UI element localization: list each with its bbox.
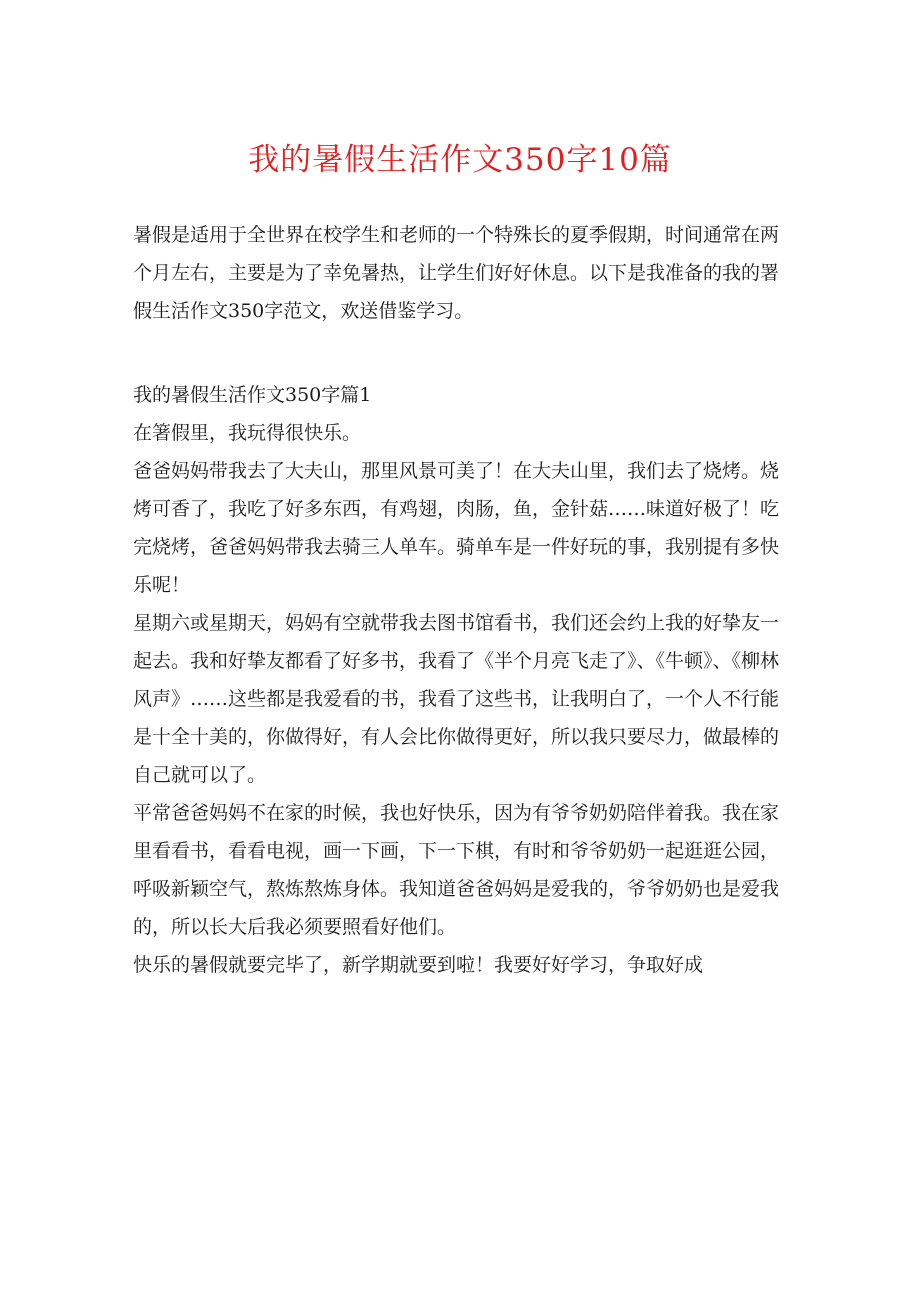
- document-title: 我的暑假生活作文350字10篇: [248, 142, 672, 178]
- document-body: [133, 216, 796, 984]
- body-paragraph: 星期六或星期天，妈妈有空就带我去图书馆看书，我们还会约上我的好挚友一起去。我和好挚友都看了好多书，我看了《半个月亮飞走了》、《牛顿》、《柳林风声》……这些都是我爱看的书，我看了这些书，让我明白了，一个人不行能是十全十美的，你做得好，有人会比你做得更好，所以我只要尽力，做最棒的自己就可以了。: [133, 612, 780, 786]
- section-heading: 我的暑假生活作文350字篇1: [133, 384, 372, 406]
- intro-paragraph: 暑假是适用于全世界在校学生和老师的一个特殊长的夏季假期，时间通常在两个月左右，主要是为了幸免暑热，让学生们好好休息。以下是我准备的我的署假生活作文350字范文，欢送借鉴学习。: [133, 224, 780, 322]
- body-paragraph: 平常爸爸妈妈不在家的时候，我也好快乐，因为有爷爷奶奶陪伴着我。我在家里看看书，看看电视，画一下画，下一下棋，有时和爷爷奶奶一起逛逛公园，呼吸新颖空气，熬炼熬炼身体。我知道爸爸妈妈是爱我的，爷爷奶奶也是爱我的，所以长大后我必须要照看好他们。: [133, 802, 780, 938]
- body-paragraph: 爸爸妈妈带我去了大夫山，那里风景可美了！在大夫山里，我们去了烧烤。烧烤可香了，我吃了好多东西，有鸡翅，肉肠，鱼，金针菇……味道好极了！吃完烧烤，爸爸妈妈带我去骑三人单车。骑单车是一件好玩的事，我别提有多快乐呢！: [133, 460, 780, 596]
- body-paragraph: 在箸假里，我玩得很快乐。: [133, 422, 362, 444]
- body-paragraph: 快乐的暑假就要完毕了，新学期就要到啦！我要好好学习，争取好成: [133, 954, 704, 976]
